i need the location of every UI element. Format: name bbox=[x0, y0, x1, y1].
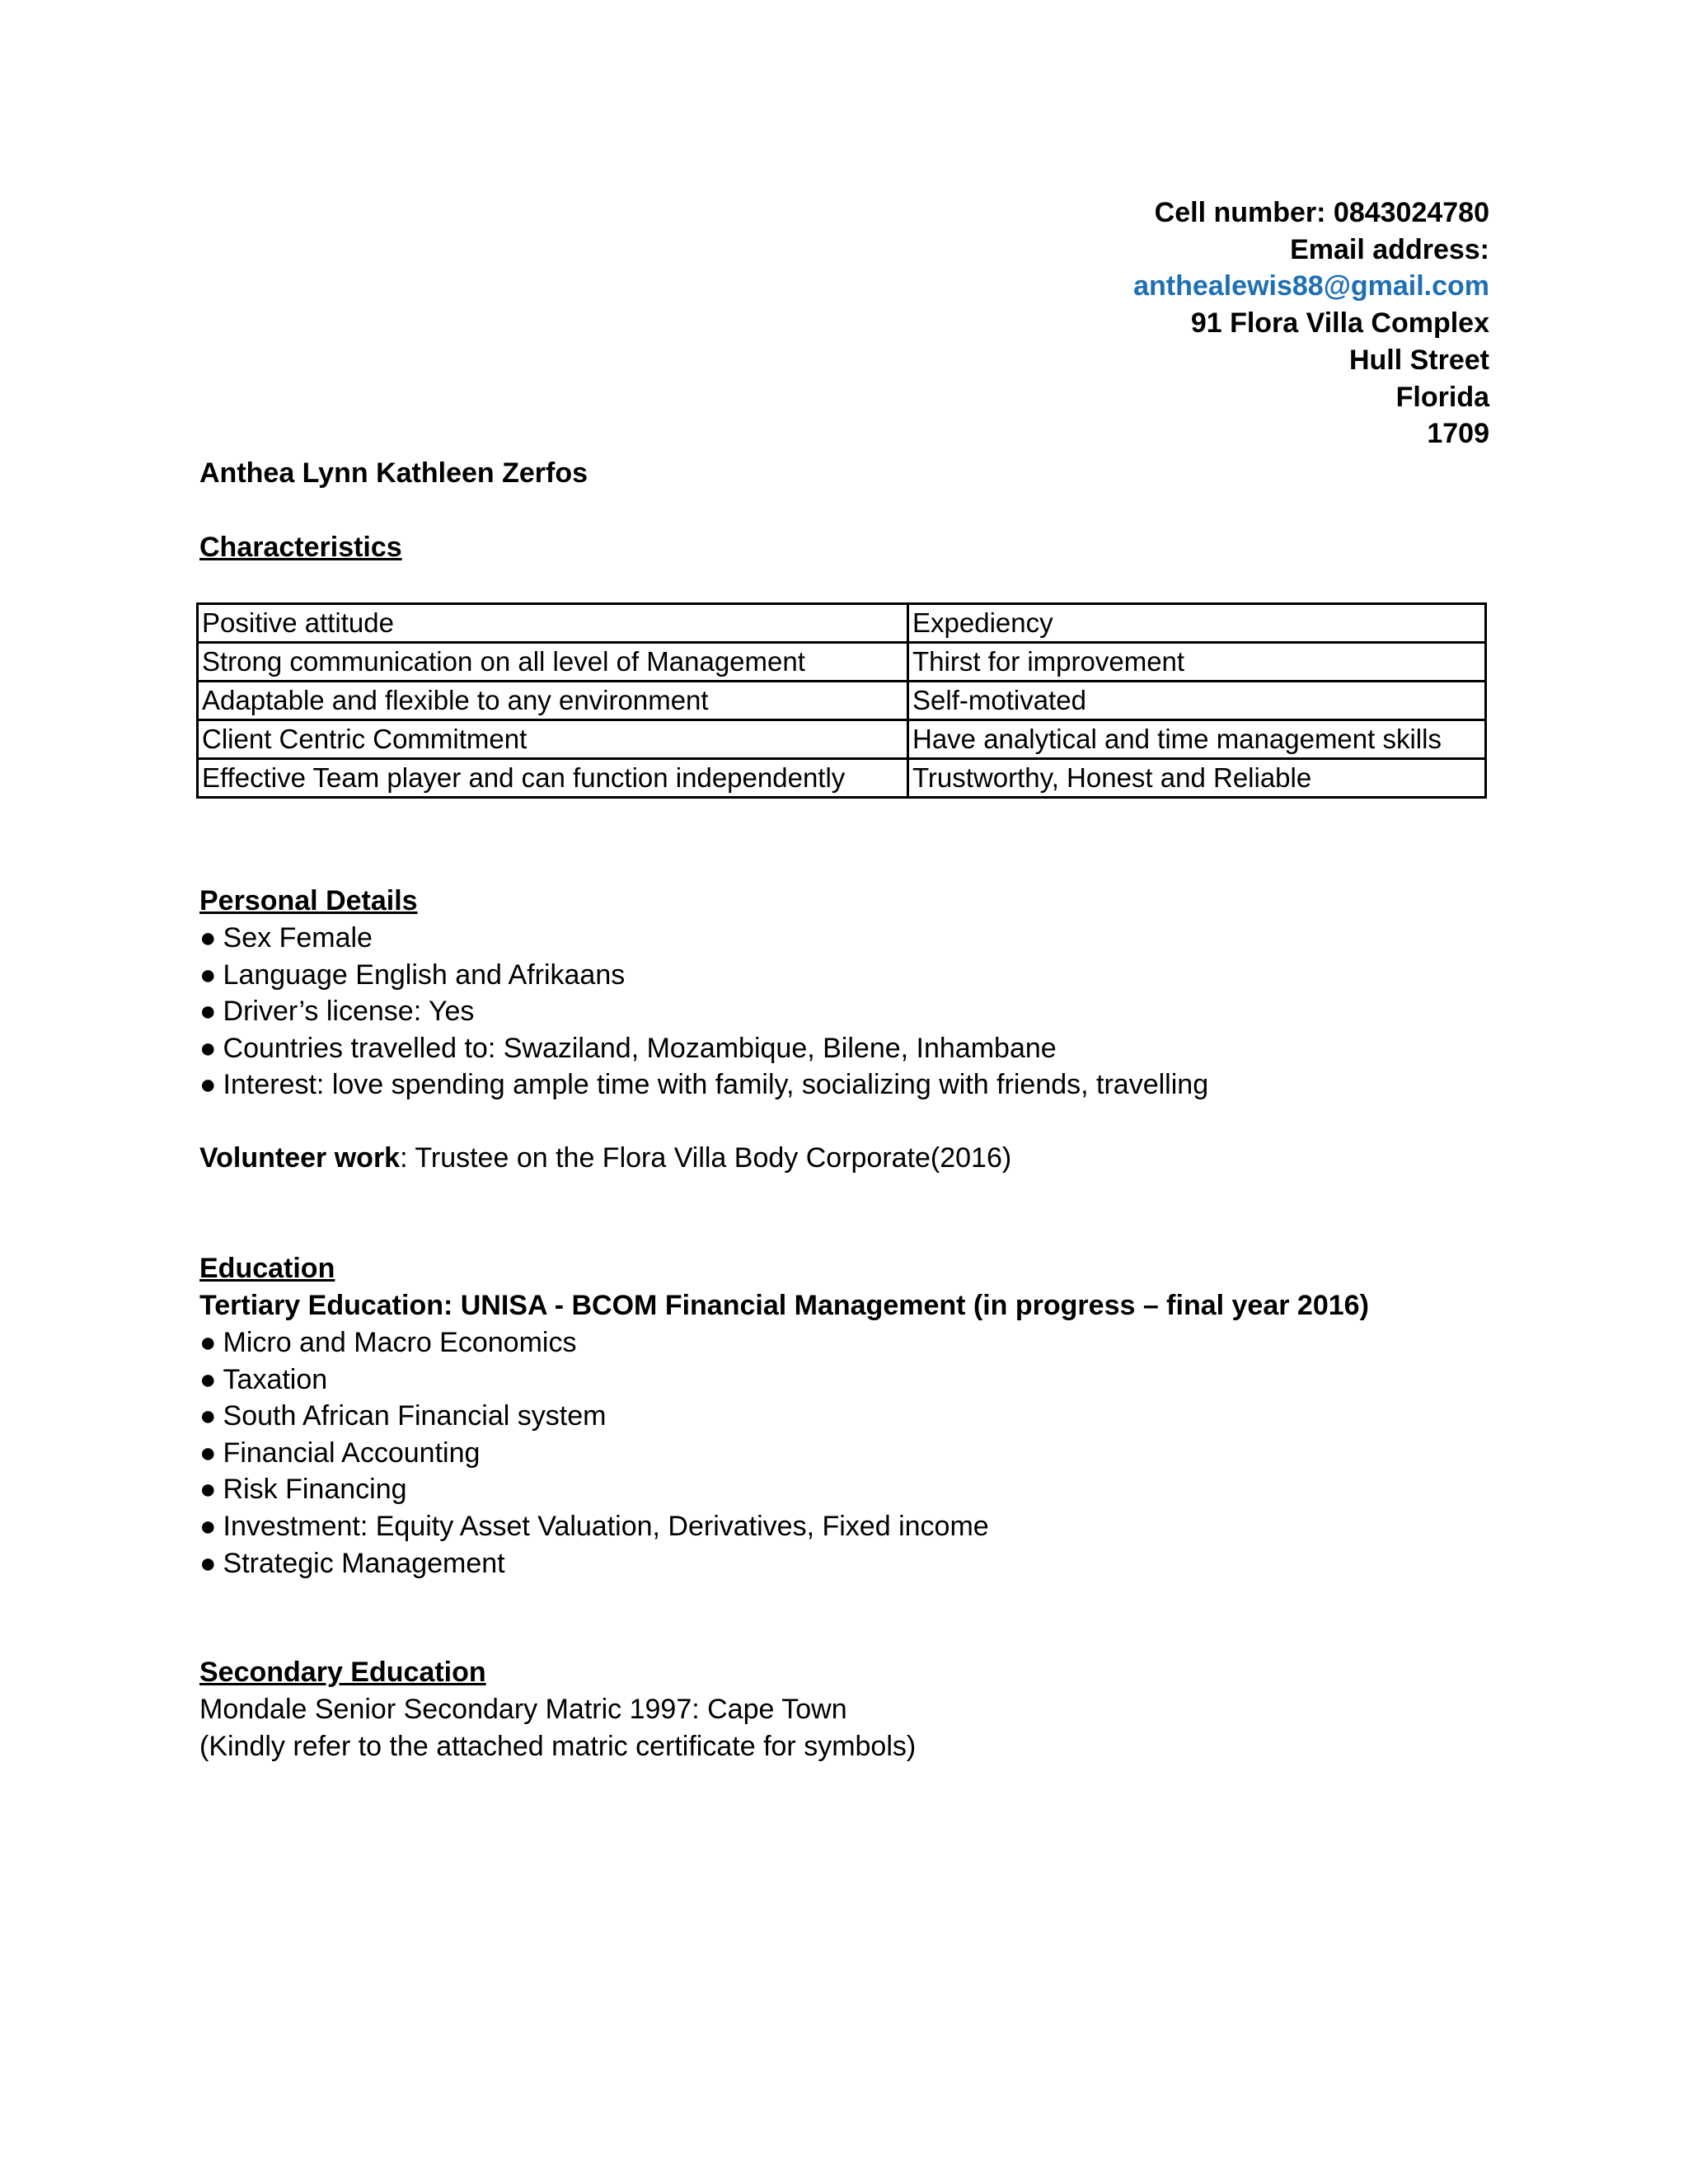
volunteer-work bbox=[199, 1140, 1011, 1177]
bullet-icon: ● bbox=[199, 1547, 217, 1579]
bullet-icon: ● bbox=[199, 1474, 217, 1506]
table-row bbox=[198, 720, 1486, 759]
table-row bbox=[198, 682, 1486, 720]
email-label: Email address: bbox=[1290, 233, 1489, 265]
table-cell: Client Centric Commitment bbox=[198, 720, 908, 759]
list-item: ● Taxation bbox=[199, 1363, 328, 1395]
table-cell: Adaptable and flexible to any environment bbox=[198, 682, 908, 720]
list-item: ● Sex Female bbox=[199, 922, 373, 954]
address-line-2: Hull Street bbox=[1348, 344, 1489, 376]
education-heading: Education bbox=[199, 1253, 335, 1284]
bullet-icon: ● bbox=[199, 1032, 217, 1064]
list-item: ● Strategic Management bbox=[199, 1547, 505, 1579]
personal-details-list bbox=[199, 920, 1208, 1104]
email-link[interactable]: anthealewis88@gmail.com bbox=[1133, 270, 1489, 302]
tertiary-education: Tertiary Education: UNISA - BCOM Financial Management (in progress – final year 2016) bbox=[199, 1290, 1369, 1321]
bullet-icon: ● bbox=[199, 958, 217, 991]
address-line-1: 91 Flora Villa Complex bbox=[1190, 307, 1489, 340]
volunteer-text: : Trustee on the Flora Villa Body Corporate(2016) bbox=[400, 1142, 1012, 1174]
list-item: ● Interest: love spending ample time with family, socializing with friends, travelling bbox=[199, 1069, 1209, 1101]
table-row bbox=[198, 759, 1486, 798]
personal-details-heading: Personal Details bbox=[199, 885, 418, 916]
secondary-school-line: Mondale Senior Secondary Matric 1997: Cape Town bbox=[199, 1694, 847, 1725]
table-cell: Positive attitude bbox=[198, 604, 908, 643]
table-cell: Strong communication on all level of Management bbox=[198, 643, 908, 682]
address-line-3: Florida bbox=[1395, 381, 1489, 413]
list-item: ● Countries travelled to: Swaziland, Mozambique, Bilene, Inhambane bbox=[199, 1032, 1057, 1064]
table-cell: Effective Team player and can function independently bbox=[198, 759, 908, 798]
list-item: ● Risk Financing bbox=[199, 1474, 407, 1506]
secondary-education-heading: Secondary Education bbox=[199, 1657, 486, 1688]
contact-block bbox=[1133, 194, 1489, 452]
postal-code: 1709 bbox=[1427, 418, 1489, 450]
education-list bbox=[199, 1324, 989, 1582]
table-cell: Have analytical and time management skills bbox=[908, 720, 1486, 759]
table-cell: Trustworthy, Honest and Reliable bbox=[908, 759, 1486, 798]
list-item: ● Financial Accounting bbox=[199, 1436, 481, 1469]
list-item: ● Driver’s license: Yes bbox=[199, 996, 475, 1028]
list-item: ● Investment: Equity Asset Valuation, Derivatives, Fixed income bbox=[199, 1510, 989, 1542]
bullet-icon: ● bbox=[199, 922, 217, 954]
bullet-icon: ● bbox=[199, 1327, 217, 1358]
volunteer-label: Volunteer work bbox=[199, 1142, 401, 1174]
list-item: ● Language English and Afrikaans bbox=[199, 958, 626, 991]
bullet-icon: ● bbox=[199, 1400, 217, 1432]
bullet-icon: ● bbox=[199, 1510, 217, 1542]
table-cell: Self-motivated bbox=[908, 682, 1486, 720]
secondary-note-line: (Kindly refer to the attached matric certificate for symbols) bbox=[199, 1731, 917, 1762]
table-cell: Thirst for improvement bbox=[908, 643, 1486, 682]
table-cell: Expediency bbox=[908, 604, 1486, 643]
bullet-icon: ● bbox=[199, 1363, 217, 1395]
list-item: ● South African Financial system bbox=[199, 1400, 607, 1432]
characteristics-table bbox=[196, 602, 1487, 799]
bullet-icon: ● bbox=[199, 1069, 217, 1101]
characteristics-heading: Characteristics bbox=[199, 532, 402, 563]
table-row bbox=[198, 643, 1486, 682]
table-row bbox=[198, 604, 1486, 643]
bullet-icon: ● bbox=[199, 1436, 217, 1469]
cell-number: Cell number: 0843024780 bbox=[1154, 197, 1489, 228]
full-name: Anthea Lynn Kathleen Zerfos bbox=[199, 457, 588, 489]
bullet-icon: ● bbox=[199, 996, 217, 1028]
list-item: ● Micro and Macro Economics bbox=[199, 1327, 577, 1358]
